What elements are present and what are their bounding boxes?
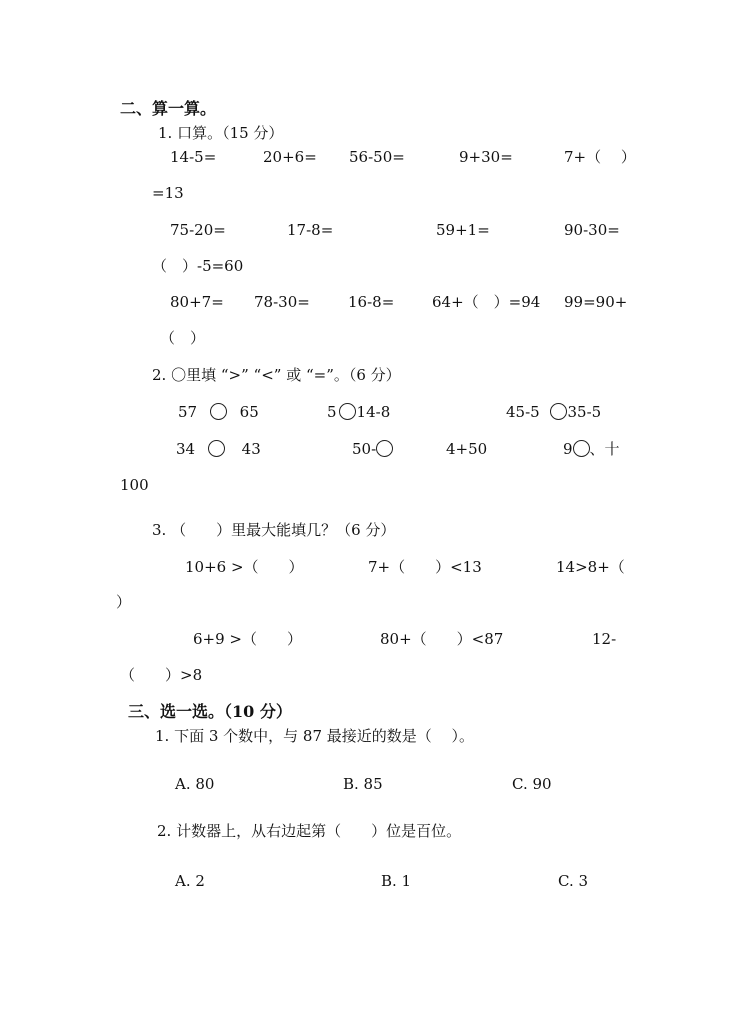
q3-item-wrap: （ ）>8 [120, 666, 203, 684]
s3-q1-label: 1. 下面 3 个数中，与 87 最接近的数是（ ）。 [155, 727, 475, 745]
s3-q1-option-c[interactable]: C. 90 [512, 775, 552, 793]
s3-q1-option-b[interactable]: B. 85 [343, 775, 383, 793]
q1-item-wrap: （ ） [160, 329, 206, 347]
q1-item: 56-50= [349, 148, 405, 166]
q2-label: 2. 〇里填 “>” “<” 或 “=”。（6 分） [152, 366, 401, 384]
q1-item: 99=90+ [564, 293, 628, 311]
circle-blank-icon[interactable] [339, 403, 356, 420]
q1-item: 80+7= [170, 293, 224, 311]
s3-q2-option-a[interactable]: A. 2 [175, 872, 205, 890]
q2-left: 9 [563, 440, 573, 458]
q2-left: 50- [352, 440, 377, 458]
q1-item: 20+6= [263, 148, 317, 166]
q2-compare [506, 403, 601, 421]
q3-item: 12- [592, 630, 617, 648]
q2-compare [327, 403, 390, 421]
q3-label: 3. （ ）里最大能填几？（6 分） [152, 521, 396, 539]
q2-right: 43 [241, 440, 261, 458]
circle-blank-icon[interactable] [208, 440, 225, 457]
q2-right: 、十 [589, 440, 620, 458]
q1-item-wrap: =13 [152, 184, 184, 202]
q3-item: 10+6 >（ ） [185, 558, 304, 576]
q1-item: 17-8= [287, 221, 334, 239]
s3-q1-option-a[interactable]: A. 80 [175, 775, 215, 793]
q2-right: 14-8 [356, 403, 391, 421]
q3-item-wrap: ） [116, 593, 132, 611]
q1-item-wrap: （ ）-5=60 [152, 257, 244, 275]
section-3-title: 三、选一选。（10 分） [128, 702, 292, 721]
q1-item: 75-20= [170, 221, 226, 239]
q1-item: 7+（ ） [564, 148, 636, 166]
q2-compare [563, 440, 620, 458]
s3-q2-option-b[interactable]: B. 1 [381, 872, 412, 890]
q2-left: 45-5 [506, 403, 540, 421]
q1-item: 78-30= [254, 293, 310, 311]
q1-item: 9+30= [459, 148, 513, 166]
q2-left: 57 [178, 403, 198, 421]
q3-item: 14>8+（ [556, 558, 625, 576]
q2-item-wrap: 100 [120, 476, 149, 494]
q1-item: 64+（ ）=94 [432, 293, 541, 311]
q1-item: 59+1= [436, 221, 490, 239]
circle-blank-icon[interactable] [376, 440, 393, 457]
q2-left: 5 [327, 403, 337, 421]
q1-item: 14-5= [170, 148, 217, 166]
q2-compare [176, 440, 261, 458]
q2-right: 35-5 [567, 403, 602, 421]
s3-q2-option-c[interactable]: C. 3 [558, 872, 589, 890]
circle-blank-icon[interactable] [210, 403, 227, 420]
q3-item: 7+（ ）<13 [368, 558, 482, 576]
q2-item: 4+50 [446, 440, 488, 458]
q2-left: 34 [176, 440, 196, 458]
s3-q2-label: 2. 计数器上，从右边起第（ ）位是百位。 [157, 822, 462, 840]
q1-item: 16-8= [348, 293, 395, 311]
q2-right: 65 [239, 403, 259, 421]
q2-compare [352, 440, 393, 458]
q3-item: 6+9 >（ ） [193, 630, 302, 648]
q2-compare [178, 403, 259, 421]
section-2-title: 二、算一算。 [120, 99, 217, 118]
circle-blank-icon[interactable] [550, 403, 567, 420]
q3-item: 80+（ ）<87 [380, 630, 504, 648]
circle-blank-icon[interactable] [573, 440, 590, 457]
q1-item: 90-30= [564, 221, 620, 239]
q1-label: 1. 口算。（15 分） [158, 124, 284, 142]
